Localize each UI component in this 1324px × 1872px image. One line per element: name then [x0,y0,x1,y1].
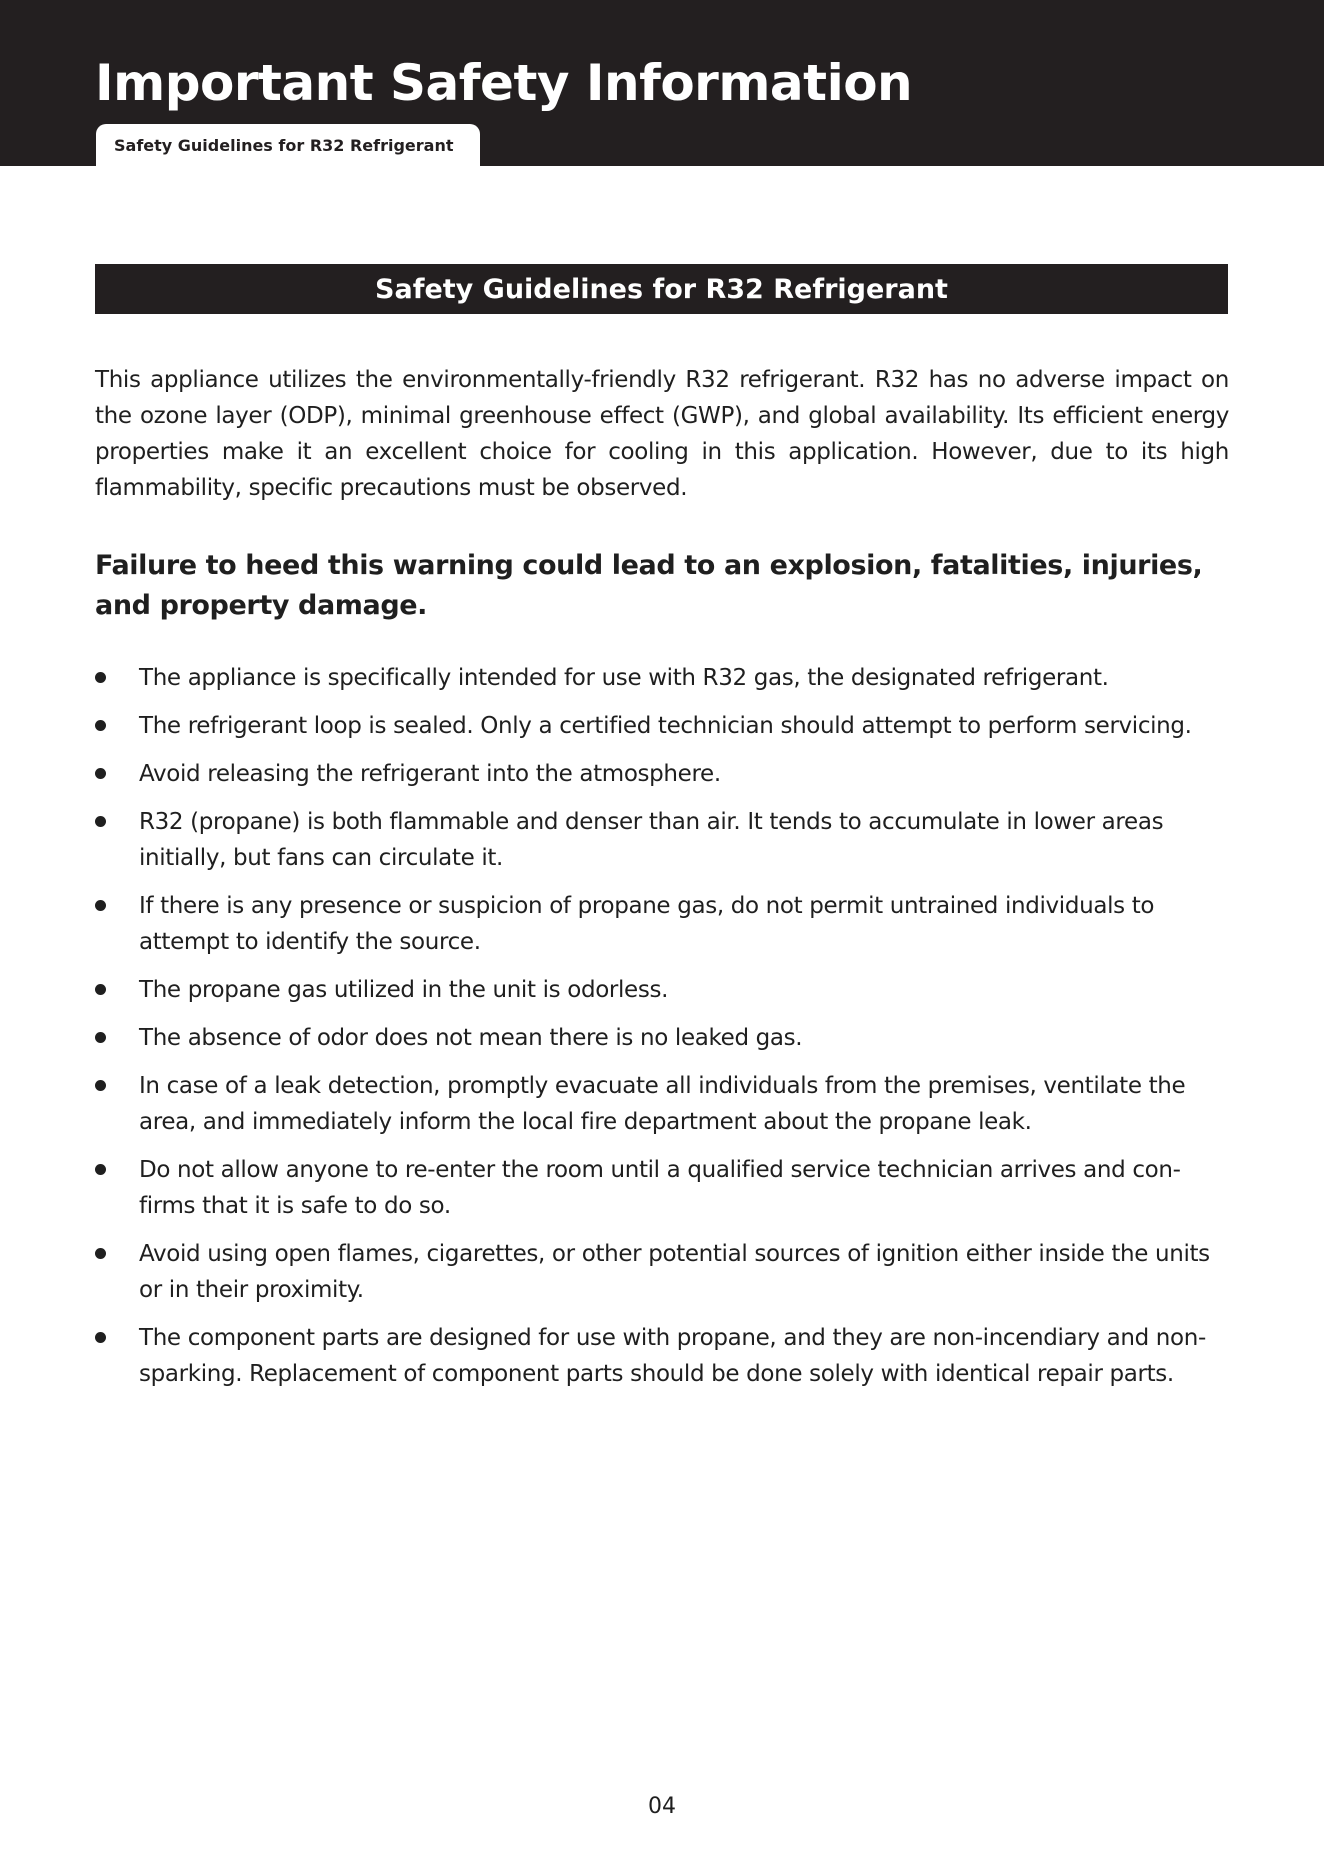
bullet-item [95,972,1255,1008]
page-header [0,0,1324,166]
bullet-text: In case of a leak detection, promptly evacuate all individuals from the premises, ventilate the area, and immediately inform the local fire department about the propane leak. [139,1073,1186,1135]
bullet-item [95,1152,1255,1224]
bullet-dot-icon [95,1248,106,1259]
section-heading: Safety Guidelines for R32 Refrigerant [95,264,1228,314]
intro-paragraph: This appliance utilizes the environmentally-friendly R32 refrigerant. R32 has no adverse impact on the ozone layer (ODP), minimal greenhouse effect (GWP), and global availability. Its efficient energy properties make it an excellent choice for cooling in this application. However, due to its high flammability, specific precautions must be observed. [95,367,1229,501]
bullet-dot-icon [95,1164,106,1175]
safety-bullet-list [95,660,1255,1404]
bullet-text: The component parts are designed for use with propane, and they are non-incendiary and non-sparking. Replacement of component parts should be done solely with identical repair parts. [139,1325,1206,1387]
bullet-item [95,804,1255,876]
page-number: 04 [648,1794,676,1819]
bullet-text: The appliance is specifically intended for use with R32 gas, the designated refrigerant. [139,665,1109,691]
bullet-item [95,1068,1255,1140]
bullet-item [95,1020,1255,1056]
bullet-text: The absence of odor does not mean there is no leaked gas. [139,1025,803,1051]
bullet-text: Avoid using open flames, cigarettes, or other potential sources of ignition either inside the units or in their proximity. [139,1241,1210,1303]
bullet-item [95,888,1255,960]
bullet-text: The refrigerant loop is sealed. Only a certified technician should attempt to perform servicing. [139,713,1192,739]
bullet-text: Avoid releasing the refrigerant into the atmosphere. [139,761,721,787]
bullet-dot-icon [95,1332,106,1343]
bullet-item [95,708,1255,744]
bullet-item [95,1320,1255,1392]
bullet-text: If there is any presence or suspicion of propane gas, do not permit untrained individuals to attempt to identify the source. [139,893,1155,955]
bullet-dot-icon [95,1032,106,1043]
bullet-dot-icon [95,900,106,911]
bullet-text: Do not allow anyone to re-enter the room until a qualified service technician arrives and con-firms that it is safe to do so. [139,1157,1181,1219]
bullet-dot-icon [95,672,106,683]
page-title: Important Safety Information [95,54,913,112]
bullet-dot-icon [95,816,106,827]
bullet-item [95,756,1255,792]
bullet-dot-icon [95,768,106,779]
bullet-text: The propane gas utilized in the unit is odorless. [139,977,669,1003]
bullet-item [95,1236,1255,1308]
bullet-item [95,660,1255,696]
bullet-dot-icon [95,1080,106,1091]
warning-statement: Failure to heed this warning could lead to an explosion, fatalities, injuries, and property damage. [95,550,1203,621]
bullet-dot-icon [95,720,106,731]
bullet-dot-icon [95,984,106,995]
section-tab: Safety Guidelines for R32 Refrigerant [96,124,480,166]
bullet-text: R32 (propane) is both flammable and denser than air. It tends to accumulate in lower areas initially, but fans can circulate it. [139,809,1164,871]
